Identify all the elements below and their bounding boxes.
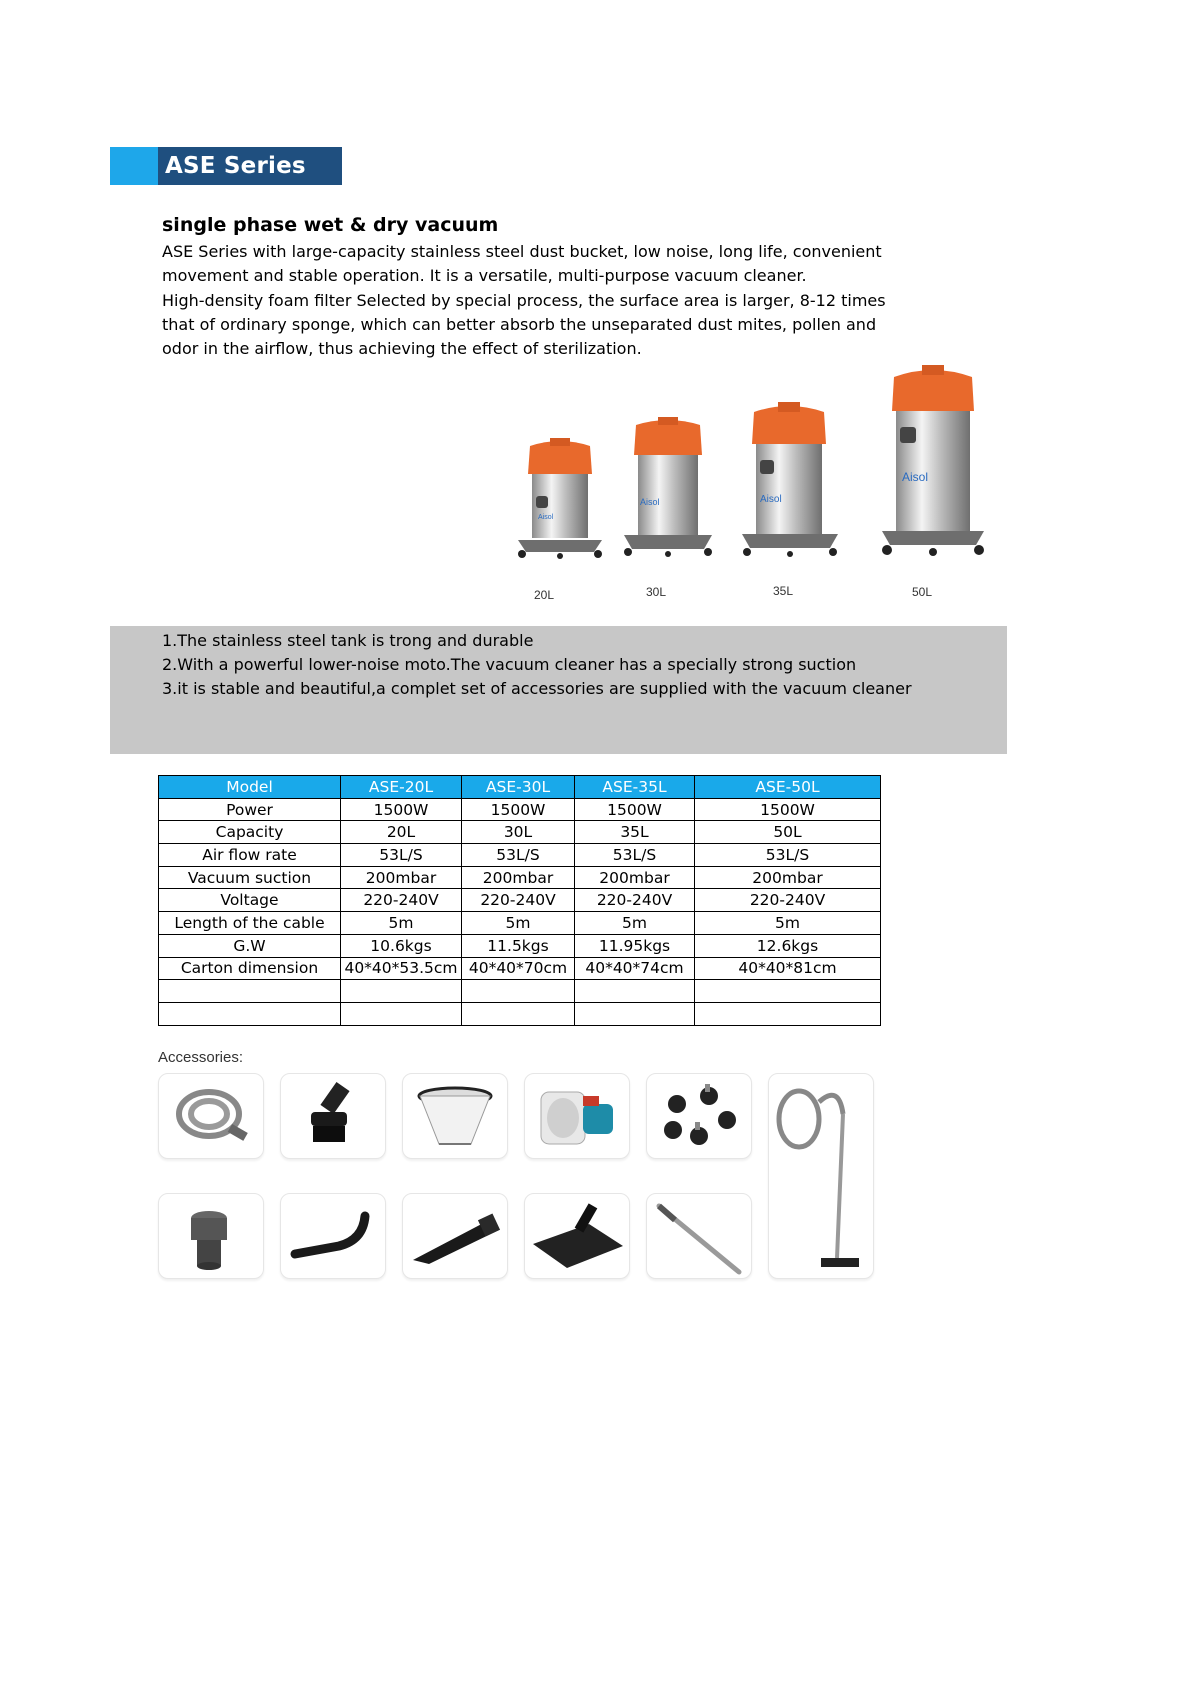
table-row <box>159 866 881 889</box>
value-cell: 40*40*81cm <box>695 957 881 980</box>
row-label-cell: G.W <box>159 934 341 957</box>
feature-item: 1.The stainless steel tank is trong and durable <box>162 631 534 650</box>
column-header: ASE-20L <box>341 776 462 799</box>
crevice-nozzle-icon <box>402 1193 508 1279</box>
adapter-icon <box>158 1193 264 1279</box>
table-row <box>159 889 881 912</box>
value-cell: 220-240V <box>462 889 575 912</box>
table-row <box>159 957 881 980</box>
features-list <box>162 629 912 701</box>
intro-paragraph-1: ASE Series with large-capacity stainless steel dust bucket, low noise, long life, convenient movement and stable operation. It is a versatile, multi-purpose vacuum cleaner. <box>162 242 882 286</box>
bent-tube-icon <box>280 1193 386 1279</box>
value-cell: 40*40*53.5cm <box>341 957 462 980</box>
value-cell: 53L/S <box>695 844 881 867</box>
svg-text:Aisol: Aisol <box>760 494 782 505</box>
value-cell: 1500W <box>341 798 462 821</box>
value-cell <box>575 1002 695 1025</box>
hose-icon <box>158 1073 264 1159</box>
column-header: ASE-35L <box>575 776 695 799</box>
vacuum-35l-image <box>738 400 842 557</box>
row-label-cell: Carton dimension <box>159 957 341 980</box>
value-cell <box>341 980 462 1003</box>
accessories-title: Accessories: <box>158 1049 244 1066</box>
page-title: ASE Series <box>165 153 306 179</box>
features-box <box>110 626 1007 754</box>
table-header-row <box>159 776 881 799</box>
row-label-cell <box>159 980 341 1003</box>
value-cell: 12.6kgs <box>695 934 881 957</box>
feature-item: 3.it is stable and beautiful,a complet set of accessories are supplied with the vacuum cleaner <box>162 679 912 698</box>
row-label-cell: Vacuum suction <box>159 866 341 889</box>
table-row <box>159 980 881 1003</box>
value-cell: 220-240V <box>695 889 881 912</box>
value-cell: 53L/S <box>462 844 575 867</box>
value-cell: 220-240V <box>575 889 695 912</box>
hose-wand-set-icon <box>768 1073 874 1279</box>
value-cell <box>462 1002 575 1025</box>
product-label-20l: 20L <box>534 588 555 602</box>
vacuum-20l-image <box>512 436 608 559</box>
spec-table <box>158 775 881 1026</box>
value-cell: 50L <box>695 821 881 844</box>
value-cell: 35L <box>575 821 695 844</box>
table-row <box>159 1002 881 1025</box>
column-header: Model <box>159 776 341 799</box>
product-label-30l: 30L <box>646 585 667 599</box>
value-cell: 1500W <box>462 798 575 821</box>
value-cell: 1500W <box>695 798 881 821</box>
series-banner <box>110 147 342 185</box>
extension-tube-icon <box>646 1193 752 1279</box>
value-cell: 11.95kgs <box>575 934 695 957</box>
banner-accent <box>110 147 158 185</box>
row-label-cell: Length of the cable <box>159 912 341 935</box>
value-cell: 53L/S <box>341 844 462 867</box>
section-heading: single phase wet & dry vacuum <box>162 214 499 236</box>
vacuum-30l-image <box>618 415 718 557</box>
row-label-cell: Capacity <box>159 821 341 844</box>
table-row <box>159 798 881 821</box>
value-cell: 20L <box>341 821 462 844</box>
value-cell: 40*40*70cm <box>462 957 575 980</box>
value-cell: 1500W <box>575 798 695 821</box>
value-cell: 11.5kgs <box>462 934 575 957</box>
svg-text:Aisol: Aisol <box>902 470 929 484</box>
intro-section <box>162 214 902 361</box>
value-cell <box>341 1002 462 1025</box>
value-cell: 200mbar <box>695 866 881 889</box>
intro-paragraph-2: High-density foam filter Selected by special process, the surface area is larger, 8-12 times that of ordinary sponge, which can better absorb the unseparated dust mites, pollen and odor in the airflow, thus achieving the effect of sterilization. <box>162 290 886 359</box>
row-label-cell: Power <box>159 798 341 821</box>
table-row <box>159 844 881 867</box>
cone-filter-icon <box>402 1073 508 1159</box>
value-cell: 200mbar <box>575 866 695 889</box>
feature-item: 2.With a powerful lower-noise moto.The vacuum cleaner has a specially strong suction <box>162 655 857 674</box>
round-brush-icon <box>280 1073 386 1159</box>
row-label-cell <box>159 1002 341 1025</box>
value-cell: 200mbar <box>462 866 575 889</box>
table-body <box>159 798 881 1025</box>
vacuum-50l-image <box>878 363 988 556</box>
motor-icon <box>524 1073 630 1159</box>
value-cell: 5m <box>341 912 462 935</box>
product-label-35l: 35L <box>773 584 794 598</box>
value-cell: 10.6kgs <box>341 934 462 957</box>
floor-brush-icon <box>524 1193 630 1279</box>
table-row <box>159 821 881 844</box>
svg-text:Aisol: Aisol <box>538 514 554 521</box>
row-label-cell: Air flow rate <box>159 844 341 867</box>
value-cell: 40*40*74cm <box>575 957 695 980</box>
column-header: ASE-30L <box>462 776 575 799</box>
value-cell <box>575 980 695 1003</box>
value-cell <box>462 980 575 1003</box>
value-cell: 220-240V <box>341 889 462 912</box>
table-row <box>159 912 881 935</box>
value-cell <box>695 1002 881 1025</box>
value-cell: 200mbar <box>341 866 462 889</box>
product-label-50l: 50L <box>912 585 933 599</box>
value-cell: 5m <box>462 912 575 935</box>
svg-text:Aisol: Aisol <box>640 497 660 507</box>
value-cell: 53L/S <box>575 844 695 867</box>
value-cell: 30L <box>462 821 575 844</box>
value-cell: 5m <box>575 912 695 935</box>
product-lineup <box>500 370 1000 610</box>
value-cell: 5m <box>695 912 881 935</box>
row-label-cell: Voltage <box>159 889 341 912</box>
column-header: ASE-50L <box>695 776 881 799</box>
table-row <box>159 934 881 957</box>
casters-icon <box>646 1073 752 1159</box>
value-cell <box>695 980 881 1003</box>
